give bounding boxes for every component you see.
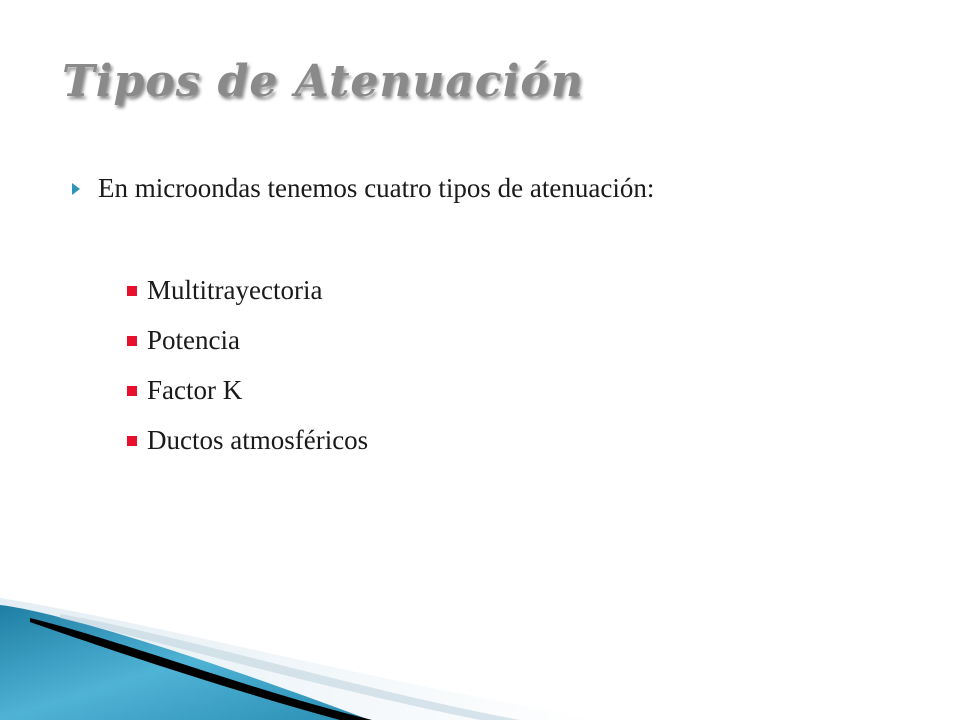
blue-wave-band bbox=[0, 605, 370, 720]
sub-bullet-text: Ductos atmosféricos bbox=[147, 424, 369, 455]
slide-title: Tipos de Atenuación bbox=[62, 56, 584, 107]
sub-bullet-text: Factor K bbox=[147, 374, 243, 405]
main-bullet-text: En microondas tenemos cuatro tipos de atenuación: bbox=[98, 172, 655, 203]
sub-bullet-text: Potencia bbox=[147, 324, 240, 355]
sub-bullet-text: Multitrayectoria bbox=[147, 274, 323, 305]
